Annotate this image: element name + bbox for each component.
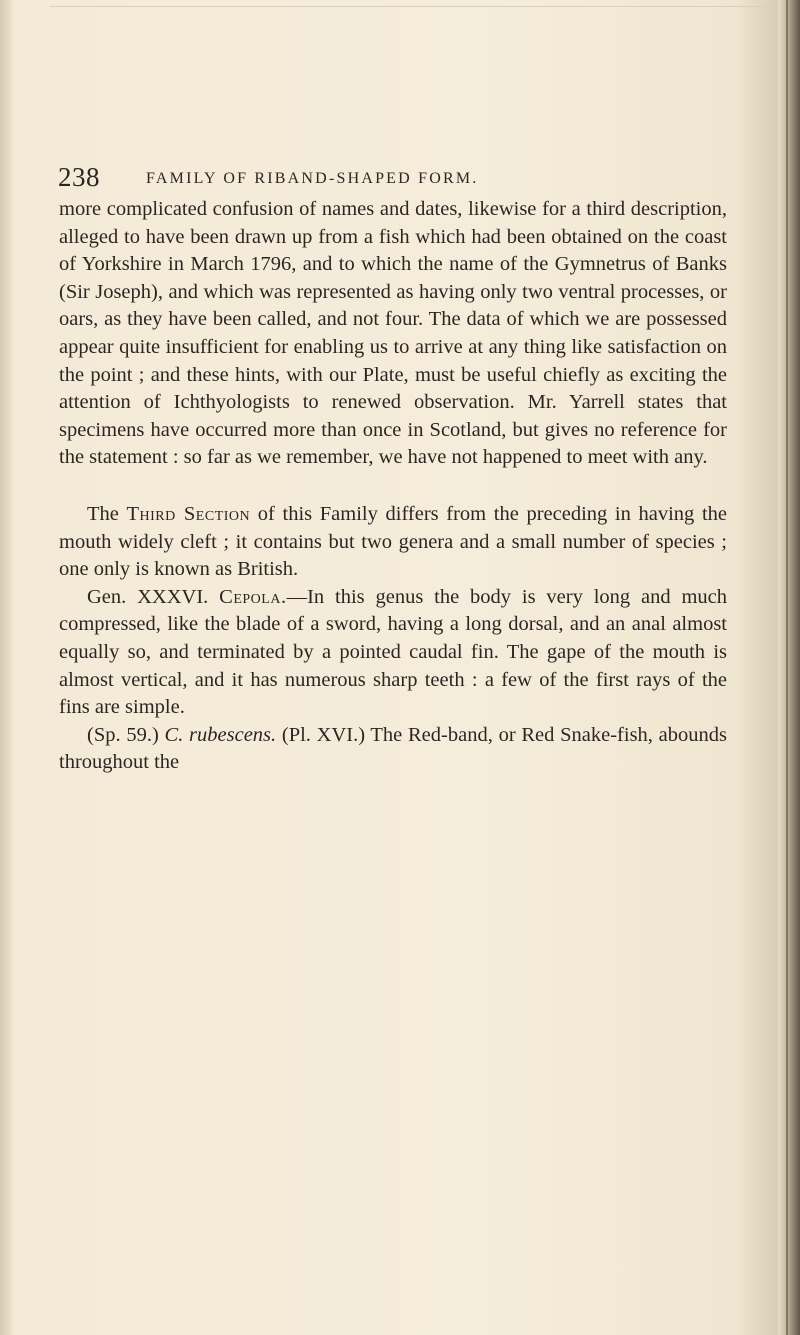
page-number: 238: [58, 162, 100, 192]
species-name: C. rubescens.: [164, 723, 277, 746]
page-gutter-shade: [0, 0, 14, 1335]
species-number: (Sp. 59.): [87, 723, 165, 746]
genus-number: Gen. XXXVI.: [87, 585, 220, 608]
paragraph-genus-cepola: [59, 584, 727, 722]
paragraph-text: —In this genus the body is very long and much compressed, like the blade of a sword, having a long dorsal, and an anal almost equally so, and terminated by a pointed caudal fin. The gape of the mouth is almost vertical, and it has numerous sharp teeth : a few of the first rays of the fins are simple.: [59, 585, 727, 719]
paragraph-text: (Pl. XVI.) The Red-band, or Red Snake-fish, abounds throughout the: [59, 723, 727, 774]
paragraph-species: [59, 722, 727, 777]
running-head: FAMILY OF RIBAND-SHAPED FORM.: [146, 170, 479, 187]
page-header: [58, 162, 758, 196]
paragraph-text: The: [87, 502, 127, 525]
page-top-edge: [50, 6, 770, 7]
paragraph-spacer: [59, 472, 727, 501]
section-heading-small-caps: Third Section: [126, 502, 251, 525]
paragraph-text: of this Family differs from the preceding in having the mouth widely cleft ; it contains but two genera and a small number of species ; one only is known as British.: [59, 502, 727, 581]
paragraph-third-section: [59, 501, 727, 584]
page-edge-line: [786, 0, 788, 1335]
paragraph-continued: more complicated confusion of names and dates, likewise for a third description, alleged to have been drawn up from a fish which had been obtained on the coast of Yorkshire in March 1796, and to which the name of the Gymnetrus of Banks (Sir Joseph), and which was represented as having only two ventral processes, or oars, as they have been called, and not four. The data of which we are possessed appear quite insufficient for enabling us to arrive at any thing like satisfaction on the point ; and these hints, with our Plate, must be useful chiefly as exciting the attention of Ichthyologists to renewed observation. Mr. Yarrell states that specimens have occurred more than once in Scotland, but gives no reference for the statement : so far as we remember, we have not happened to meet with any.: [59, 198, 727, 469]
genus-name: Cepola.: [219, 585, 287, 608]
body-text: [59, 196, 727, 777]
page-right-edge: [778, 0, 800, 1335]
